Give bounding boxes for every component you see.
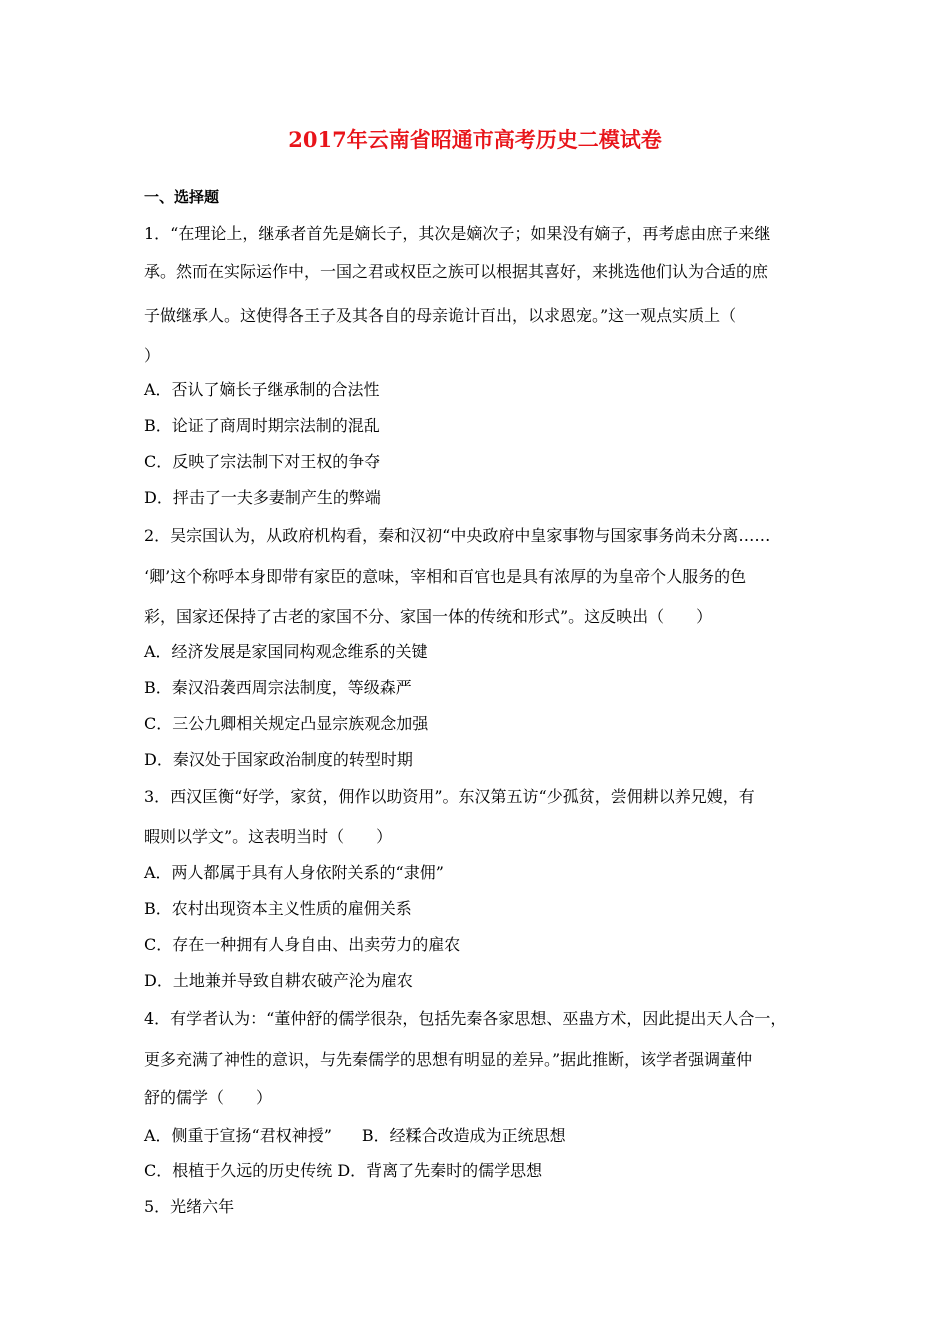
question-1-line-2: 承。然而在实际运作中，一国之君或权臣之族可以根据其喜好，来挑选他们认为合适的庶 [144, 262, 769, 281]
question-2-option-d: D．秦汉处于国家政治制度的转型时期 [144, 750, 413, 769]
question-2-line-2: ‘卿’这个称呼本身即带有家臣的意味，宰相和百官也是具有浓厚的为皇帝个人服务的色 [144, 567, 747, 586]
question-1-option-b: B．论证了商周时期宗法制的混乱 [144, 416, 380, 435]
question-2-option-a: A．经济发展是家国同构观念维系的关键 [144, 642, 428, 661]
question-1-line-4: ） [144, 346, 161, 365]
question-3-option-c: C．存在一种拥有人身自由、出卖劳力的雇农 [144, 935, 461, 954]
question-2-line-1: 2．吴宗国认为，从政府机构看，秦和汉初“中央政府中皇家事物与国家事务尚未分离…… [144, 526, 771, 545]
question-4-line-1: 4．有学者认为：“董仲舒的儒学很杂，包括先秦各家思想、巫蛊方术，因此提出天人合一， [144, 1009, 787, 1028]
question-4-options-cd-row [144, 1161, 542, 1181]
page-title: 2017年云南省昭通市高考历史二模试卷 [288, 127, 662, 152]
question-4-line-2: 更多充满了神性的意识，与先秦儒学的思想有明显的差异。”据此推断，该学者强调董仲 [144, 1050, 753, 1069]
question-1-line-3: 子做继承人。这使得各王子及其各自的母亲诡计百出，以求恩宠。”这一观点实质上（ [144, 306, 737, 325]
question-3-option-b: B．农村出现资本主义性质的雇佣关系 [144, 899, 412, 918]
question-1-line-1: 1．“在理论上，继承者首先是嫡长子，其次是嫡次子；如果没有嫡子，再考虑由庶子来继 [144, 224, 771, 243]
question-2-line-3: 彩，国家还保持了古老的家国不分、家国一体的传统和形式”。这反映出（ ） [144, 607, 713, 626]
question-4-option-b: B．经糅合改造成为正统思想 [361, 1126, 566, 1145]
section-heading: 一、选择题 [144, 188, 220, 206]
question-3-line-1: 3．西汉匡衡“好学，家贫，佣作以助资用”。东汉第五访“少孤贫，尝佣耕以养兄嫂，有 [144, 787, 755, 806]
question-3-line-2: 暇则以学文”。这表明当时（ ） [144, 827, 393, 846]
question-5-line-1: 5．光绪六年 [144, 1197, 235, 1216]
question-4-option-a: A．侧重于宣扬“君权神授” [144, 1126, 332, 1145]
question-1-option-c: C．反映了宗法制下对王权的争夺 [144, 452, 381, 471]
question-4-option-c: C．根植于久远的历史传统 [144, 1161, 333, 1180]
question-2-option-c: C．三公九卿相关规定凸显宗族观念加强 [144, 714, 429, 733]
question-3-option-a: A．两人都属于具有人身依附关系的“隶佣” [144, 863, 444, 882]
question-1-option-a: A．否认了嫡长子继承制的合法性 [144, 380, 380, 399]
question-4-line-3: 舒的儒学（ ） [144, 1088, 273, 1107]
question-3-option-d: D．土地兼并导致自耕农破产沦为雇农 [144, 971, 413, 990]
question-2-option-b: B．秦汉沿袭西周宗法制度，等级森严 [144, 678, 412, 697]
question-1-option-d: D．抨击了一夫多妻制产生的弊端 [144, 488, 381, 507]
question-4-options-ab-row [144, 1126, 566, 1146]
question-4-option-d: D．背离了先秦时的儒学思想 [337, 1161, 543, 1180]
